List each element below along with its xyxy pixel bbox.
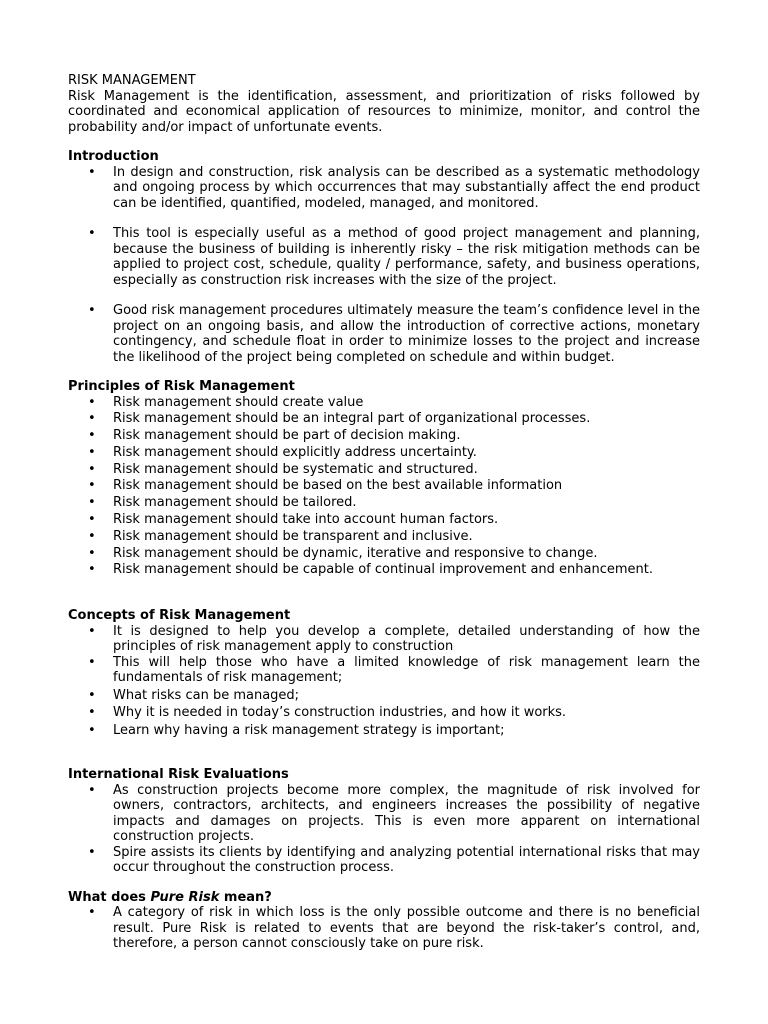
list-item: • Risk management should be based on the best available information: [88, 478, 563, 494]
list-item: • Risk management should be systematic and structured.: [88, 461, 478, 477]
bullet-icon: •: [88, 528, 96, 544]
pure-risk-list: [68, 905, 700, 952]
list-item: • Learn why having a risk management strategy is important;: [88, 722, 505, 738]
bullet-icon: •: [88, 705, 96, 721]
bullet-icon: •: [88, 461, 96, 477]
list-item: • It is designed to help you develop a complete, detailed understanding of how the principles of risk management apply to construction: [88, 623, 700, 655]
list-item: • Risk management should be an integral part of organizational processes.: [88, 411, 591, 427]
list-item: • A category of risk in which loss is the only possible outcome and there is no beneficial result. Pure Risk is related to events that are beyond the risk-taker’s control, and, therefore, a person cannot consciously take on pure risk.: [88, 905, 700, 952]
list-item: • What risks can be managed;: [88, 687, 300, 703]
bullet-icon: •: [88, 226, 96, 241]
list-item: • This tool is especially useful as a method of good project management and planning, because the business of building is inherently risky – the risk mitigation methods can be applied to project cost, schedule, quality / performance, safety, and business operations, especially as construction risk increases with the size of the project.: [88, 226, 700, 288]
document-body: [68, 73, 700, 952]
bullet-icon: •: [88, 428, 96, 444]
list-item: • Good risk management procedures ultimately measure the team’s confidence level in the project on an ongoing basis, and allow the introduction of corrective actions, monetary contingency, and schedule float in order to minimize losses to the project and increase the likelihood of the project being completed on schedule and within budget.: [88, 303, 700, 365]
bullet-icon: •: [88, 164, 96, 180]
bullet-icon: •: [88, 495, 96, 511]
concepts-list: [68, 624, 700, 739]
list-item: • As construction projects become more complex, the magnitude of risk involved for owners, contractors, architects, and engineers increases the possibility of negative impacts and damages on projects. This is even more apparent on international construction projects.: [88, 782, 700, 845]
bullet-icon: •: [88, 394, 96, 410]
list-item: • Spire assists its clients by identifying and analyzing potential international risks that may occur throughout the construction process.: [88, 844, 700, 876]
list-item: • In design and construction, risk analysis can be described as a systematic methodology and ongoing process by which occurrences that may substantially affect the end product can be identified, quantified, modeled, managed, and monitored.: [88, 164, 700, 211]
bullet-icon: •: [88, 782, 96, 798]
list-item: • Risk management should be part of decision making.: [88, 428, 461, 444]
bullet-icon: •: [88, 722, 96, 738]
principles-list: [68, 395, 700, 580]
international-heading: International Risk Evaluations: [68, 767, 289, 783]
bullet-icon: •: [88, 444, 96, 460]
bullet-icon: •: [88, 411, 96, 427]
list-item: • Risk management should take into account human factors.: [88, 512, 499, 528]
principles-heading: Principles of Risk Management: [68, 379, 295, 394]
international-list: [68, 783, 700, 876]
list-item: • Risk management should be tailored.: [88, 495, 357, 511]
list-item: • Risk management should be capable of continual improvement and enhancement.: [88, 562, 654, 578]
bullet-icon: •: [88, 654, 96, 670]
list-item: • Risk management should be dynamic, iterative and responsive to change.: [88, 545, 598, 561]
bullet-icon: •: [88, 905, 96, 921]
list-item: • Risk management should create value: [88, 394, 364, 410]
bullet-icon: •: [88, 623, 96, 639]
pure-risk-heading: What does Pure Risk mean?: [68, 889, 272, 905]
list-item: • Why it is needed in today’s construction industries, and how it works.: [88, 705, 567, 721]
pure-risk-emphasis: Pure Risk: [150, 889, 220, 905]
bullet-icon: •: [88, 562, 96, 578]
introduction-list: [68, 165, 700, 366]
concepts-heading: Concepts of Risk Management: [68, 608, 291, 624]
introduction-heading: Introduction: [68, 149, 159, 164]
bullet-icon: •: [88, 478, 96, 494]
document-title: RISK MANAGEMENT: [68, 73, 196, 88]
bullet-icon: •: [88, 545, 96, 561]
list-item: • Risk management should explicitly address uncertainty.: [88, 444, 477, 460]
bullet-icon: •: [88, 512, 96, 528]
intro-paragraph: Risk Management is the identification, assessment, and prioritization of risks followed by coordinated and economical application of resources to minimize, monitor, and control the probability and/or impact of unfortunate events.: [68, 88, 700, 135]
bullet-icon: •: [88, 687, 96, 703]
bullet-icon: •: [88, 303, 96, 318]
list-item: • Risk management should be transparent and inclusive.: [88, 528, 473, 544]
bullet-icon: •: [88, 844, 96, 860]
list-item: • This will help those who have a limited knowledge of risk management learn the fundamentals of risk management;: [88, 654, 700, 686]
